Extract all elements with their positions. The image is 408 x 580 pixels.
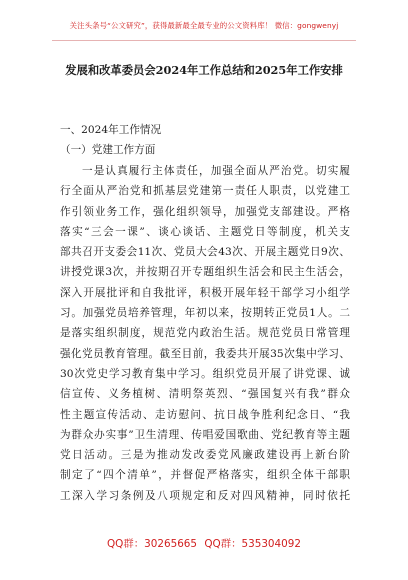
header-banner: 关注头条号“公文研究”，获得最新最全最专业的公文资料库！ 微信：gongwenyj [69,21,339,30]
body-line: 性主题宣传活动、走访慰问、抗日战争胜利纪念日、“我 [60,408,350,421]
body-line: 部共召开支委会11次、党员大会43次、开展主题党日9次、 [60,246,350,259]
document-title: 发展和改革委员会2024年工作总结和2025年工作安排 [65,63,343,77]
body-line: 30次党史学习教育集中学习。组织党员开展了讲党课、诚 [60,367,350,380]
body-line: 为群众办实事”卫生清理、传唱爱国歌曲、党纪教育等主题 [60,428,350,441]
body-line: 行全面从严治党和抓基层党建第一责任人职责，以党建工 [60,185,350,198]
body-line: 落实“三会一课”、谈心谈话、主题党日等制度，机关支 [60,225,350,238]
body-line: 深入开展批评和自我批评，积极开展年轻干部学习小组学 [60,286,350,299]
section-heading: 一、2024年工作情况 [60,124,162,136]
body-line: 作引领业务工作，强化组织领导，加强党支部建设。严格 [60,205,350,218]
footer-qq-groups [0,535,408,550]
body-paragraph [60,161,350,506]
body-line: 是落实组织制度，规范党内政治生活。规范党员日常管理 [60,327,350,340]
body-line: 党日活动。三是为推动发改委党风廉政建设再上新台阶 [60,449,350,462]
footer-qq-group-2: QQ群：535304092 [204,538,301,550]
header-divider [52,40,356,41]
body-line: 讲授党课3次，并按期召开专题组织生活会和民主生活会， [60,266,350,279]
body-line: 强化党员教育管理。截至目前，我委共开展35次集中学习、 [60,347,350,360]
body-line: 制定了“四个清单”，并督促严格落实，组织全体干部职 [60,469,350,482]
body-line: 信宣传、义务植树、清明祭英烈、“强国复兴有我”群众 [60,388,350,401]
body-line: 工深入学习条例及八项规定和反对四风精神，同时依托 [60,489,350,502]
subsection-heading: （一）党建工作方面 [60,144,156,156]
body-line: 习。加强党员培养管理，年初以来，按期转正党员1人。二 [60,307,350,320]
body-line: 一是认真履行主体责任，加强全面从严治党。切实履 [82,165,350,177]
footer-qq-group-1: QQ群：30265665 [107,538,198,550]
